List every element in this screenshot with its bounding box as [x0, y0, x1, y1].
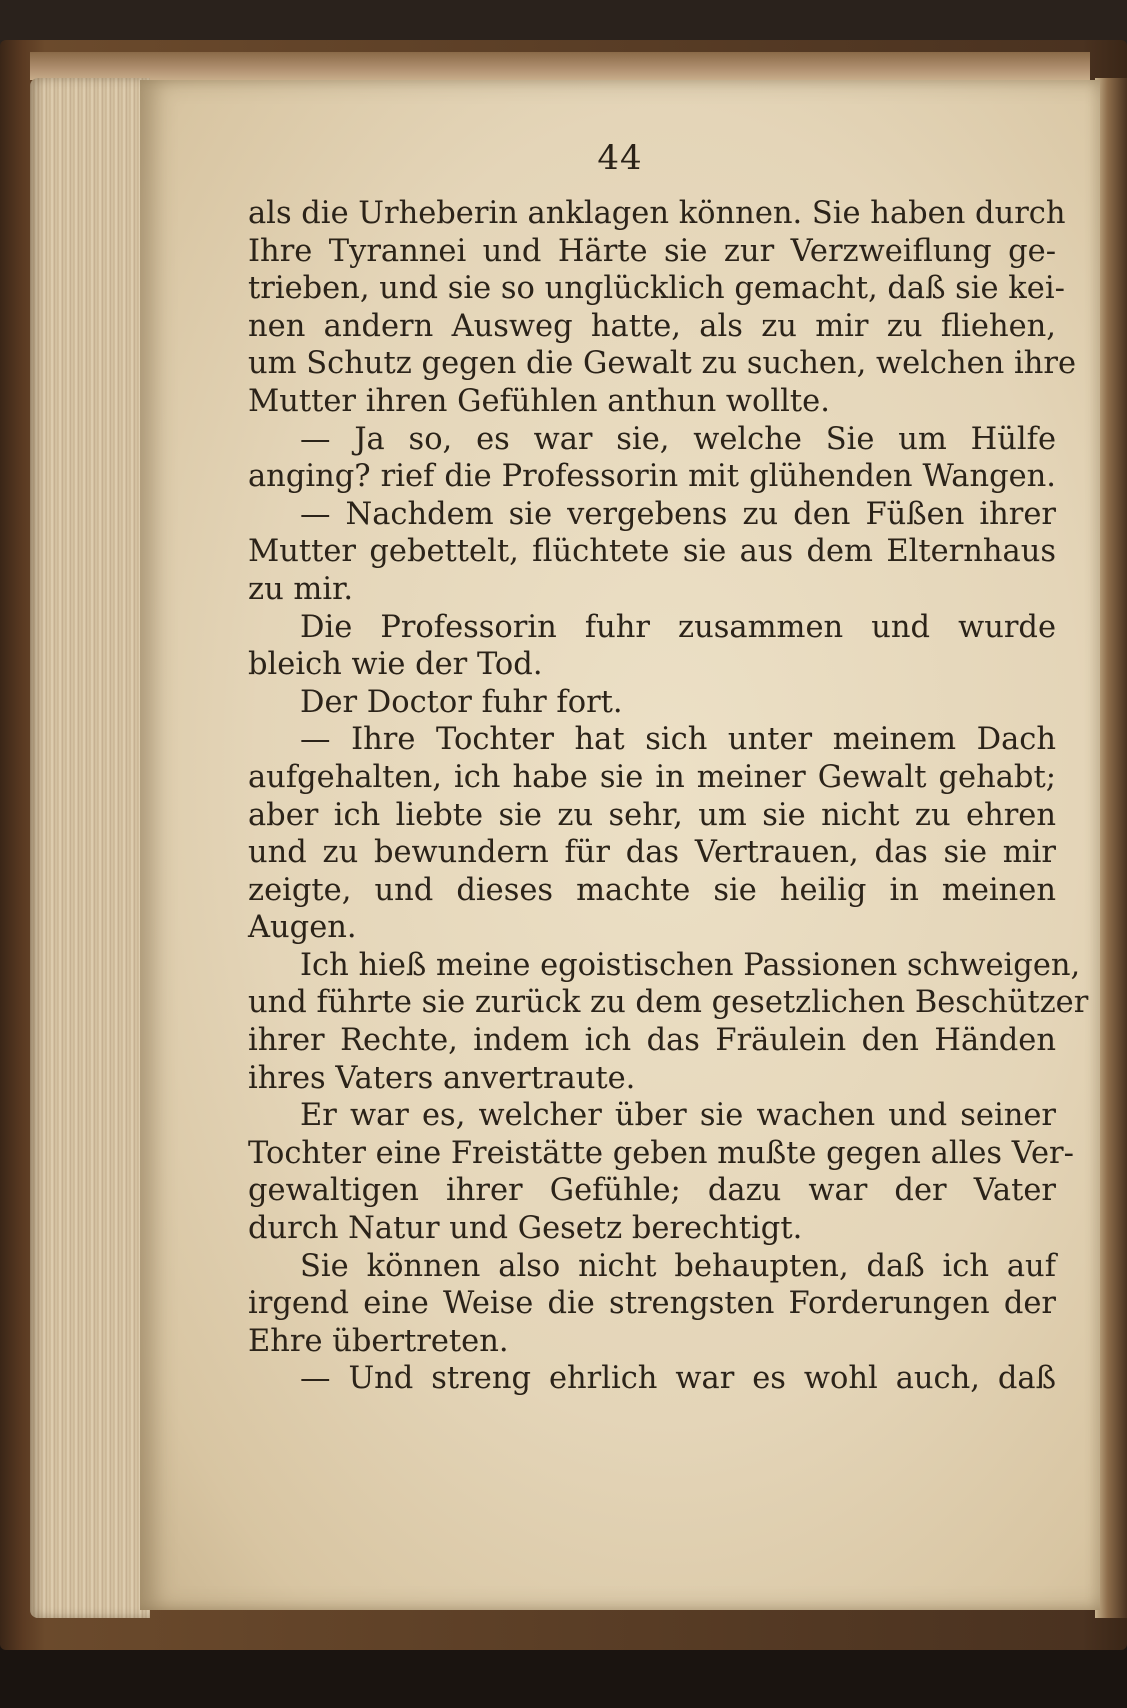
text-line: ihres Vaters anvertraute.: [248, 1060, 636, 1096]
text-line: anging? rief die Professorin mit glühenden Wangen.: [248, 459, 1056, 495]
text-line: aufgehalten, ich habe sie in meiner Gewalt gehabt;: [248, 759, 1056, 795]
text-line: bleich wie der Tod.: [248, 647, 543, 683]
text-line: Die Professorin fuhr zusammen und wurde: [300, 609, 1056, 645]
text-line: — Ihre Tochter hat sich unter meinem Dach: [300, 722, 1056, 758]
page-edges: [30, 78, 150, 1618]
text-line: ihrer Rechte, indem ich das Fräulein den Händen: [248, 1023, 1056, 1059]
text-line: — Nachdem sie vergebens zu den Füßen ihrer: [300, 496, 1056, 532]
text-line: Ehre übertreten.: [248, 1323, 509, 1359]
text-line: trieben, und sie so unglücklich gemacht, daß sie kei-: [248, 271, 1065, 307]
text-line: Ihre Tyrannei und Härte sie zur Verzweiflung ge-: [248, 233, 1056, 269]
text-line: Mutter gebettelt, flüchtete sie aus dem Elternhaus: [248, 534, 1056, 570]
page-text: [248, 195, 1089, 1398]
text-line: Der Doctor fuhr fort.: [300, 684, 623, 720]
text-line: zeigte, und dieses machte sie heilig in meinen: [248, 872, 1056, 908]
text-line: Augen.: [248, 910, 357, 946]
text-line: durch Natur und Gesetz berechtigt.: [248, 1211, 803, 1247]
text-line: Tochter eine Freistätte geben mußte gegen alles Ver-: [248, 1135, 1074, 1171]
text-line: Ich hieß meine egoistischen Passionen schweigen,: [300, 947, 1081, 983]
text-line: Mutter ihren Gefühlen anthun wollte.: [248, 383, 830, 419]
text-line: — Und streng ehrlich war es wohl auch, daß: [300, 1361, 1056, 1397]
text-line: als die Urheberin anklagen können. Sie haben durch: [248, 196, 1066, 231]
page-number: 44: [597, 138, 643, 178]
book-page: [140, 80, 1100, 1610]
text-line: und zu bewundern für das Vertrauen, das sie mir: [248, 835, 1056, 871]
text-line: zu mir.: [248, 571, 354, 607]
text-line: und führte sie zurück zu dem gesetzlichen Beschützer: [248, 985, 1089, 1021]
book-spine-top: [30, 52, 1090, 80]
text-line: aber ich liebte sie zu sehr, um sie nicht zu ehren: [248, 797, 1056, 833]
text-line: irgend eine Weise die strengsten Forderungen der: [248, 1286, 1056, 1322]
text-line: nen andern Ausweg hatte, als zu mir zu fliehen,: [248, 308, 1056, 344]
text-line: Sie können also nicht behaupten, daß ich auf: [300, 1248, 1056, 1284]
text-line: — Ja so, es war sie, welche Sie um Hülfe: [300, 421, 1056, 457]
text-line: Er war es, welcher über sie wachen und seiner: [300, 1098, 1056, 1134]
text-line: um Schutz gegen die Gewalt zu suchen, welchen ihre: [248, 346, 1077, 382]
text-line: gewaltigen ihrer Gefühle; dazu war der Vater: [248, 1173, 1056, 1209]
